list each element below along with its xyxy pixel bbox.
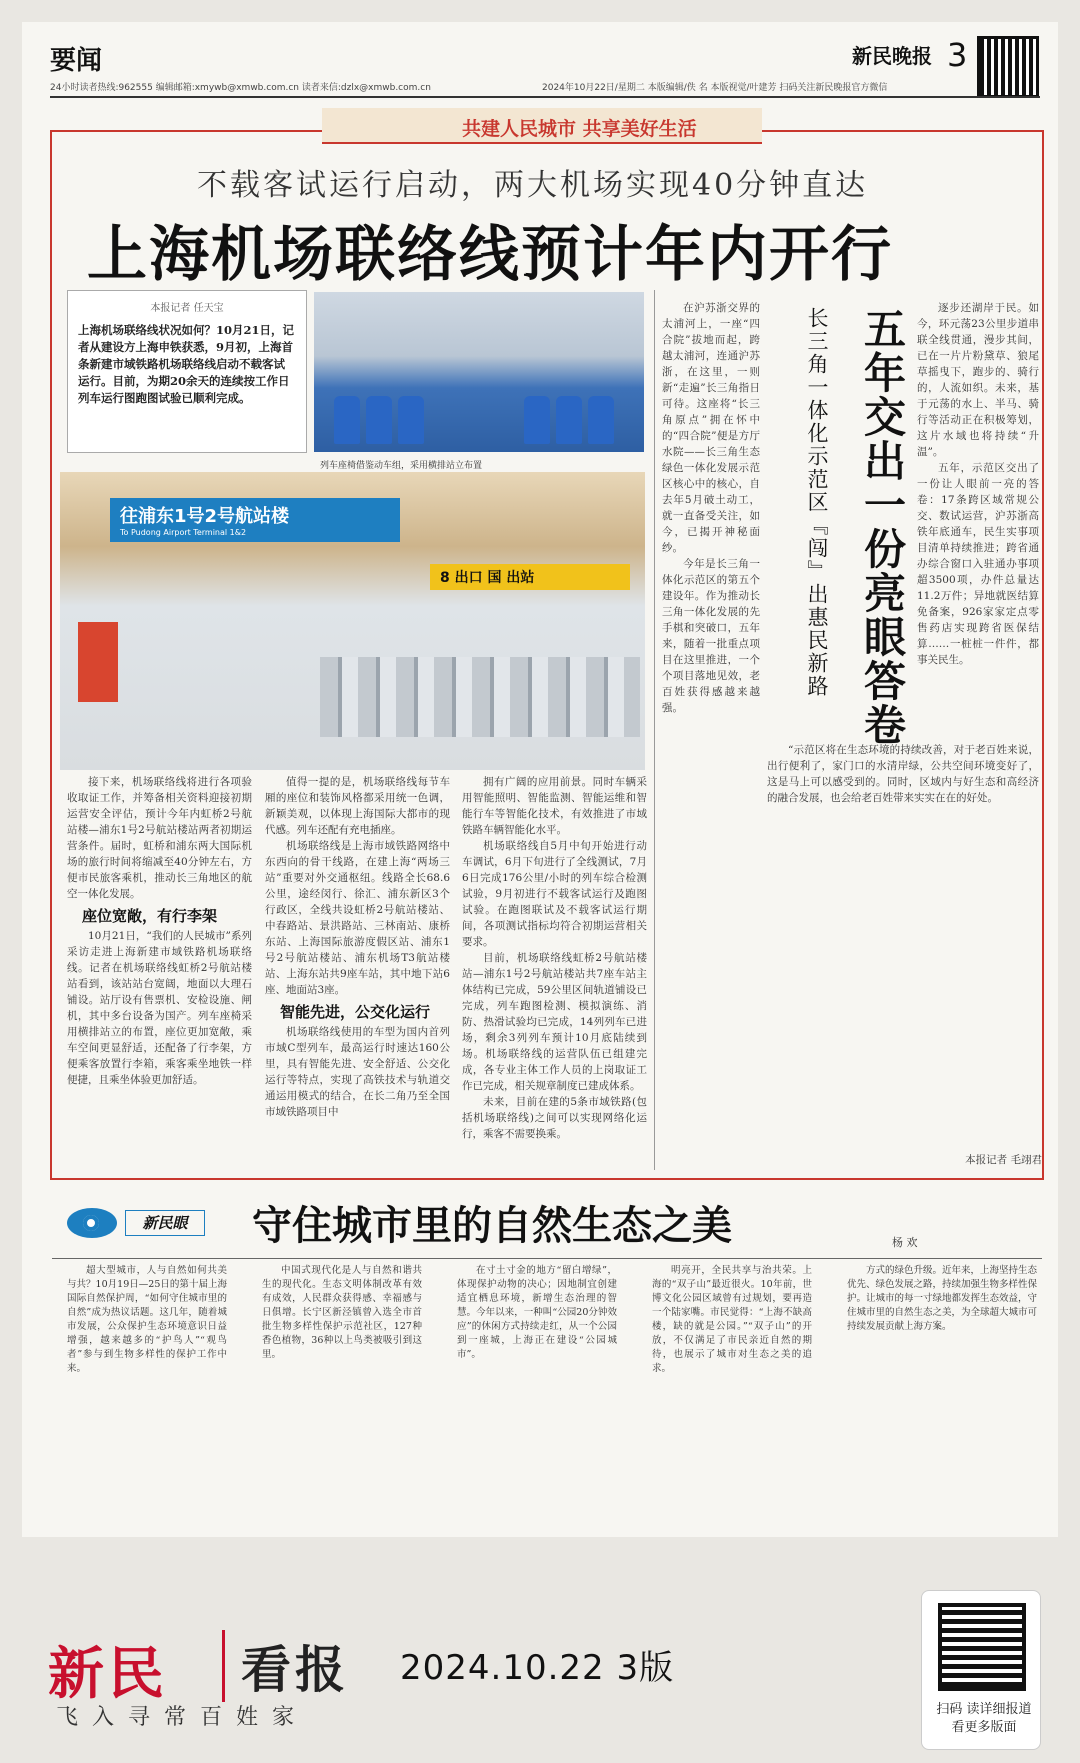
feature-column-b [917,300,1039,730]
paragraph: 值得一提的是，机场联络线每节车厢的座位和装饰风格都采用统一色调，新颖美观，以体现上海国际大都市的现代感。列车还配有充电插座。 [265,776,450,836]
commentary-column-3 [457,1264,617,1537]
edition-label: 2024.10.22 3版 [400,1648,675,1688]
section-title: 要闻 [50,46,103,76]
paragraph: 拥有广阔的应用前景。同时车辆采用智能照明、智能监测、智能运维和智能行车等智能化技术，有效推进了市域铁路车辆智能化水平。 [462,776,647,836]
feature-headline: 五年交出一份亮眼答卷 [858,307,907,747]
sign-text-en: To Pudong Airport Terminal 1&2 [120,528,247,537]
paragraph: 目前，机场联络线虹桥2号航站楼站—浦东1号2号航站楼站共7座车站主体结构已完成，59公里区间轨道铺设已完成，列车跑图检测、模拟演练、消防、热滑试验均已完成，14列列车已进场，剩余3列列车预计10月底陆续到场。机场联络线的运营队伍已组建完成，各专业主体工作人员的上岗取证工作已完成，相关规章制度已建成体系。 [462,952,647,1092]
lead-intro-text: 上海机场联络线状况如何？10月21日，记者从建设方上海申铁获悉，9月初，上海首条新建市域铁路机场联络线启动不载客试运行。目前，为期20余天的连续按工作日列车运行图跑图试验已顺利完成。 [78,323,295,405]
date-line: 2024年10月22日/星期二 本版编辑/佚 名 本版视觉/叶建芳 扫码关注新民晚报官方微信 [542,83,888,93]
lead-column-3 [462,774,647,1169]
exit-sign: 8 出口 国 出站 [430,564,630,590]
page-number: 3 [947,36,968,74]
subheading: 座位宽敞，有行李架 [82,907,218,925]
direction-sign [110,498,400,542]
paragraph: 在寸土寸金的地方“留白增绿”，体现保护动物的决心；因地制宜创建适宜栖息环境，新增生态治理的智慧。今年以来，一种叫“公园20分钟效应”的休闲方式持续走红，从一个公园到一座城，上海正在建设“公园城市”。 [457,1265,617,1360]
station-hall-photo [60,472,645,770]
eye-icon [67,1208,117,1238]
paragraph: 机场联络线是上海市域铁路网络中东西向的骨干线路，在建上海“两场三站”重要对外交通枢纽。线路全长68.6公里，途经闵行、徐汇、浦东新区3个行政区，全线共设虹桥2号航站楼站、中春路站、景洪路站、三林南站、康桥东站、上海国际旅游度假区站、浦东1号2号航站楼站、浦东机场T3航站楼站、上海东站共9座车站，其中地下站6座、地面站3座。 [265,840,450,996]
seat-shape [366,396,392,444]
paper-name: 新民晚报 [852,44,932,68]
newspaper-page [22,22,1058,1537]
paragraph: 中国式现代化是人与自然和谐共生的现代化。生态文明体制改革有效有成效，人民群众获得感、幸福感与日俱增。长宁区新泾镇曾入选全市首批生物多样性保护示范社区，127种香色植物，36种以上鸟类被吸引到这里。 [262,1265,422,1360]
lead-byline: 本报记者 任天宝 [150,303,224,314]
paragraph: 机场联络线自5月中旬开始进行动车调试，6月下旬进行了全线测试，7月6日完成176公里/小时的列车综合检测试验，9月初进行不载客试运行及跑图试验。在跑图联试及不载客试运行期间，各项测试指标均符合初期运营相关要求。 [462,840,647,948]
paragraph: 接下来，机场联络线将进行各项验收取证工作，并筹备相关资料迎接初期运营安全评估，预计今年内虹桥2号航站楼—浦东1号2号航站楼站两者初期运营条件。届时，虹桥和浦东两大国际机场的旅行时间将缩减至40分钟左右，方便市民旅客乘机，推动长三角地区的航空一体化发展。 [67,776,252,900]
lead-column-1 [67,774,252,1169]
seat-shape [398,396,424,444]
theme-banner [322,108,762,144]
header-qr-code[interactable] [977,36,1039,98]
paragraph: 明亮开，全民共享与治共荣。上海的“双子山”最近很火。10年前，世博文化公园区域曾有过规划，要再造一个陆家嘴。市民觉得：“上海不缺高楼，缺的就是公园。”“双子山”的开放，不仅满足了市民亲近自然的期待，也展示了城市对生态之美的追求。 [652,1265,812,1374]
commentary-headline: 守住城市里的自然生态之美 [252,1203,732,1249]
seat-shape [556,396,582,444]
lead-column-2 [265,774,450,1169]
seat-shape [524,396,550,444]
qr-caption: 扫码 读详细报道 看更多版面 [936,1702,1032,1735]
paragraph: 超大型城市，人与自然如何共美与共？10月19日—25日的第十届上海国际自然保护周，“如何守住城市里的自然”成为热议话题。这几年，随着城市发展，公众保护生态环境意识日益增强，越来越多的“护鸟人”“观鸟者”参与到生物多样性的保护工作中来。 [67,1265,227,1374]
commentary-column-4 [652,1264,812,1537]
feature-column-c [767,742,1039,1142]
column-label: 新民眼 [125,1210,205,1236]
commentary-column-5 [847,1264,1037,1537]
fire-box [78,622,118,702]
paragraph: 今年是长三角一体化示范区的第五个建设年。作为推动长三角一体化发展的先手棋和突破口，五年来，随着一批重点项目在这里推进，一个个项目落地见效，老百姓获得感越来越强。 [662,558,760,714]
column-divider [654,290,655,1170]
paragraph: 机场联络线使用的车型为国内首列市域C型列车，最高运行时速达160公里，具有智能先进、安全舒适、公交化运行等特点，实现了高铁技术与轨道交通运用模式的结合，在长二角乃至全国市域铁路项目中 [265,1026,450,1118]
lead-kicker: 不载客试运行启动，两大机场实现40分钟直达 [197,168,869,203]
brand-logo-red: 新民 [48,1642,168,1707]
lead-headline: 上海机场联络线预计年内开行 [87,220,893,290]
qr-code-icon[interactable] [938,1603,1026,1691]
header-rule [50,96,1040,98]
paragraph: 五年，示范区交出了一份让人眼前一亮的答卷：17条跨区域常规公交、数试运营，沪苏浙高铁年底通车，民生实事项目清单持续推进；跨省通办综合窗口入驻通办事项超3500项，办件总量达11.2万件；异地就医结算免备案，926家家定点零售药店实现跨省医保结算……一桩桩一件件，都事关民生。 [917,462,1039,666]
paragraph: 方式的绿色升级。近年来，上海坚持生态优先、绿色发展之路，持续加强生物多样性保护。让城市的每一寸绿地都发挥生态效益，守住城市里的自然生态之美，为全球超大城市可持续发展贡献上海方案。 [847,1265,1037,1332]
sign-text-cn: 往浦东1号2号航站楼 [120,506,290,527]
feature-column-a [662,300,760,1170]
footer-qr-card[interactable] [921,1590,1041,1750]
fare-gates [320,657,640,737]
commentary-column-1 [67,1264,227,1537]
feature-byline: 本报记者 毛翊君 [965,1154,1042,1166]
hotline-info: 24小时读者热线:962555 编辑邮箱:xmywb@xmwb.com.cn 读者来信:dzlx@xmwb.com.cn [50,83,431,93]
commentary-column-2 [262,1264,422,1537]
brand-logo-black: 看报 [222,1630,349,1702]
paragraph: “示范区将在生态环境的持续改善，对于老百姓来说，出行便利了，家门口的水清岸绿，公共空间环境变好了，这是马上可以感受到的。同时，区域内与好生态和高经济的融合发展，也会给老百姓带来实实在在的好处。 [767,744,1039,804]
brand-slogan: 飞入寻常百姓家 [56,1705,309,1730]
seat-shape [334,396,360,444]
paragraph: 在沪苏浙交界的太浦河上，一座“四合院”拔地而起，跨越太浦河，连通沪苏浙，在这里，一则新“走遍”长三角指日可待。这座将“长三角原点”拥在怀中的“四合院”便是方厅水院——长三角生态绿色一体化发展示范区核心中的核心，自去年5月破土动工，就一直备受关注，如今，已揭开神秘面纱。 [662,302,760,554]
commentary-author: 杨 欢 [892,1236,918,1249]
subheading: 智能先进，公交化运行 [280,1003,431,1021]
photo1-caption: 列车座椅借鉴动车组，采用横排站立布置 [320,461,483,471]
paragraph: 逐步还湖岸于民。如今，环元荡23公里步道串联全线贯通，漫步其间，已在一片片粉黛草、狼尾草摇曳下，跑步的、骑行的，人流如织。未来，基于元荡的水上、半马、骑行等活动正在积极筹划，这片水域也将持续“升温”。 [917,302,1039,458]
commentary-rule [52,1258,1042,1259]
lead-intro-box [67,290,307,453]
seat-shape [588,396,614,444]
paragraph: 未来，目前在建的5条市域铁路(包括机场联络线)之间可以实现网络化运行，乘客不需要换乘。 [462,1096,647,1140]
paragraph: 10月21日，“我们的人民城市”系列采访走进上海新建市域铁路机场联络线。记者在机场联络线虹桥2号航站楼站看到，该站站台宽阔，地面以大理石铺设。站厅设有售票机、安检设施、闸机，其中多台设备为国产。列车座椅采用横排站立的布置，座位更加宽敞，乘车空间更显舒适，还配备了行李架，方便乘客放置行李箱，乘客乘坐地铁一样便捷，且乘坐体验更加舒适。 [67,930,252,1086]
banner-text: 共建人民城市 共享美好生活 [462,118,697,140]
train-interior-photo [314,292,644,452]
feature-subheadline: 长三角一体化示范区『闯』出惠民新路 [805,307,829,698]
